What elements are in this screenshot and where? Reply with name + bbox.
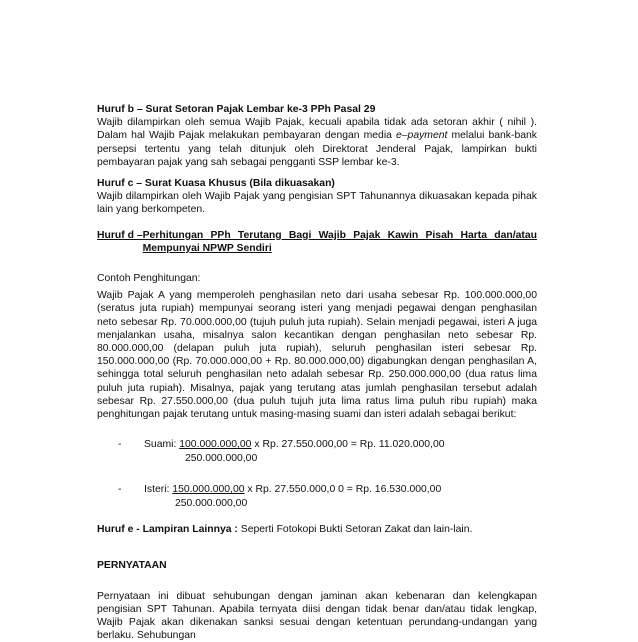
calc-husband — [97, 438, 537, 466]
calc-husband-label: Suami: — [144, 439, 180, 451]
section-b-body-part1: Wajib dilampirkan oleh semua Wajib Pajak, kecuali apabila tidak ada setoran akhir ( nihil ). Dalam hal Wajib Pajak melakukan pembayaran dengan media — [97, 117, 537, 142]
calc-wife-bullet: - — [118, 484, 122, 496]
calc-wife-line — [144, 483, 441, 496]
statement-body: Pernyataan ini dibuat sehubungan dengan jaminan akan kebenaran dan kelengkapan pengisian SPT Tahunan. Apabila ternyata diisi dengan tidak benar dan/atau tidak lengkap, Wajib Pajak akan dikenakan sanksi sesuai dengan ketentuan perundang-undangan yang berlaku. Sehubungan — [97, 590, 537, 642]
section-e-heading: Huruf e - Lampiran Lainnya : — [97, 524, 238, 536]
example-body: Wajib Pajak A yang memperoleh penghasilan neto dari usaha sebesar Rp. 100.000.000,00 (seratus juta rupiah) mempunyai seorang isteri yang menjadi pegawai dengan penghasilan neto sebesar Rp. 70.000.000,00 (tujuh puluh juta rupiah). Selain menjadi pegawai, isteri A juga menjalankan usaha, misalnya salon kecantikan dengan penghasilan neto sebesar Rp. 80.000.000,00 (delapan puluh juta rupiah), seluruh penghasilan isteri sebesar Rp. 150.000.000,00 (Rp. 70.000.000,00 + Rp. 80.000.000,00) digabungkan dengan penghasilan A, sehingga total seluruh penghasilan neto adalah sebesar Rp. 250.000.000,00 (dua ratus lima puluh juta rupiah). Misalnya, pajak yang terutang atas jumlah penghasilan tersebut adalah sebesar Rp. 27.550.000,00 (dua puluh tujuh juta lima ratus lima puluh ribu rupiah) maka penghitungan pajak terutang untuk masing-masing suami dan isteri adalah sebagai berikut: — [97, 290, 537, 421]
calc-wife — [97, 483, 537, 511]
section-d-label: Huruf d – — [97, 229, 143, 241]
section-d-title: Perhitungan PPh Terutang Bagi Wajib Pajak Kawin Pisah Harta dan/atau Mempunyai NPWP Sendiri — [142, 229, 537, 254]
calc-husband-line — [144, 438, 445, 451]
calc-husband-bullet: - — [118, 439, 122, 451]
section-b-body-emphasis: e–payment — [396, 130, 448, 142]
calc-wife-denominator: 250.000.000,00 — [175, 498, 248, 510]
example-title: Contoh Penghitungan: — [97, 273, 201, 285]
section-d-heading — [97, 229, 537, 255]
calc-husband-rest: x Rp. 27.550.000,00 = Rp. 11.020.000,00 — [251, 439, 445, 451]
section-b-body — [97, 116, 537, 169]
calc-husband-numerator: 100.000.000,00 — [179, 439, 252, 451]
calc-husband-denominator: 250.000.000,00 — [185, 453, 258, 465]
calc-wife-numerator: 150.000.000,00 — [172, 484, 245, 496]
calc-wife-label: Isteri: — [144, 484, 173, 496]
section-c-heading: Huruf c – Surat Kuasa Khusus (Bila dikuasakan) — [97, 178, 335, 190]
section-e-body: Seperti Fotokopi Bukti Setoran Zakat dan lain-lain. — [237, 524, 473, 536]
section-e — [97, 523, 537, 536]
section-b-heading: Huruf b – Surat Setoran Pajak Lembar ke-3 PPh Pasal 29 — [97, 104, 376, 115]
statement-heading: PERNYATAAN — [97, 560, 167, 572]
section-c-body: Wajib dilampirkan oleh Wajib Pajak yang pengisian SPT Tahunannya dikuasakan kepada pihak lain yang berkompeten. — [97, 191, 537, 216]
section-b-body-part2: melalui bank-bank persepsi tertentu yang telah ditunjuk oleh Direktorat Jenderal Pajak, lampirkan bukti pembayaran pajak yang sah sebagai pengganti SSP lembar ke-3. — [97, 130, 537, 168]
calc-wife-rest: x Rp. 27.550.000,0 0 = Rp. 16.530.000,00 — [244, 484, 442, 496]
document-content — [97, 103, 537, 642]
